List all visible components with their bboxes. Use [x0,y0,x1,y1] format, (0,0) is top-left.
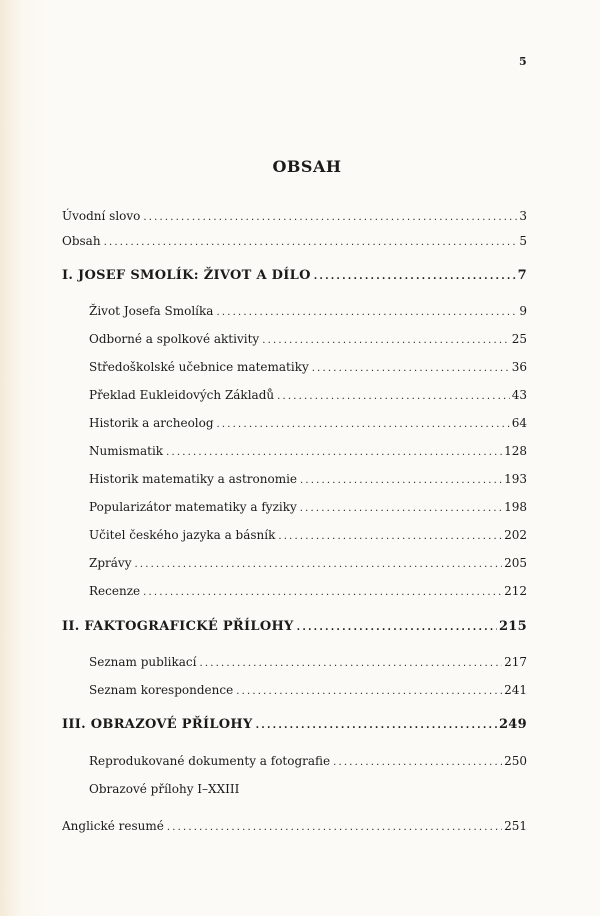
toc-section-label: I. JOSEF SMOLÍK: ŽIVOT A DÍLO [62,268,311,283]
toc-section-1 [62,268,527,283]
toc-entry [89,528,527,542]
toc-leader-dots [166,447,502,458]
toc-entry-page: 5 [519,234,527,248]
toc-entry-label: Středoškolské učebnice matematiky [89,360,309,374]
toc-leader-dots [236,686,502,697]
toc-entry-page: 64 [511,416,527,430]
toc-leader-dots [297,622,497,633]
toc-entry-page: 36 [511,360,527,374]
toc-entry-page: 198 [504,500,527,514]
toc-entry-page: 43 [511,388,527,402]
toc-entry-label: Historik a archeolog [89,416,214,430]
toc-entry [89,444,527,458]
toc-entry-page: 241 [504,683,527,697]
toc-leader-dots [314,271,516,282]
toc-entry-label: Recenze [89,584,141,598]
toc-entry-label: Život Josefa Smolíka [89,304,214,318]
toc-entry-label: Historik matematiky a astronomie [89,472,298,486]
toc-section-label: II. FAKTOGRAFICKÉ PŘÍLOHY [62,619,294,634]
toc-leader-dots [333,757,502,768]
toc-section-label: III. OBRAZOVÉ PŘÍLOHY [62,717,253,732]
toc-entry [89,416,527,430]
toc-leader-dots [134,559,502,570]
toc-entry-page: 250 [504,754,527,768]
toc-entry-page: 251 [504,819,527,833]
toc-entry-label: Úvodní slovo [62,209,141,223]
toc-leader-dots [277,391,510,402]
toc-leader-dots [300,503,502,514]
toc-section-3 [62,717,527,732]
toc-entry-label: Obrazové přílohy I–XXIII [89,782,240,796]
toc-entry-label: Učitel českého jazyka a básník [89,528,276,542]
toc-entry-label: Obsah [62,234,101,248]
toc-leader-dots [256,720,497,731]
page-title: OBSAH [272,157,342,176]
toc-entry-label: Anglické resumé [62,819,164,833]
toc-section-page: 215 [498,619,527,634]
toc-entry [89,332,527,346]
toc-entry-label: Numismatik [89,444,164,458]
toc-leader-dots [312,363,510,374]
toc-leader-dots [104,237,518,248]
toc-entry [89,304,527,318]
toc-section-2 [62,619,527,634]
toc-entry-label: Zprávy [89,556,132,570]
toc-entry-anglicke-resume [62,819,527,833]
toc-entry-label: Překlad Eukleidových Základů [89,388,275,402]
toc-leader-dots [143,587,502,598]
toc-leader-dots [278,531,502,542]
toc-entry-label: Reprodukované dokumenty a fotografie [89,754,331,768]
page-number: 5 [519,55,527,68]
toc-section-page: 7 [517,268,527,283]
toc-entry-label: Popularizátor matematiky a fyziky [89,500,297,514]
toc-entry-page: 193 [504,472,527,486]
toc-entry-page: 25 [511,332,527,346]
toc-leader-dots [199,658,502,669]
toc-entry-page: 128 [504,444,527,458]
toc-entry [89,388,527,402]
toc-entry [89,472,527,486]
toc-entry-page: 205 [504,556,527,570]
toc-entry [89,782,239,796]
toc-entry [89,500,527,514]
toc-entry [89,683,527,697]
toc-entry-label: Odborné a spolkové aktivity [89,332,260,346]
toc-entry-page: 9 [519,304,527,318]
toc-entry-page: 217 [504,655,527,669]
toc-entry [89,584,527,598]
toc-entry-uvodni-slovo [62,209,527,223]
toc-entry-page: 212 [504,584,527,598]
toc-entry [89,655,527,669]
toc-leader-dots [143,212,517,223]
toc-leader-dots [262,335,510,346]
toc-entry-label: Seznam publikací [89,655,197,669]
toc-entry-page: 3 [519,209,527,223]
toc-entry-label: Seznam korespondence [89,683,234,697]
toc-leader-dots [300,475,502,486]
toc-entry [89,360,527,374]
toc-leader-dots [167,822,502,833]
toc-entry-page: 202 [504,528,527,542]
toc-entry [89,556,527,570]
toc-section-page: 249 [498,717,527,732]
toc-entry [89,754,527,768]
toc-leader-dots [217,419,510,430]
toc-entry-obsah [62,234,527,248]
toc-leader-dots [216,307,517,318]
